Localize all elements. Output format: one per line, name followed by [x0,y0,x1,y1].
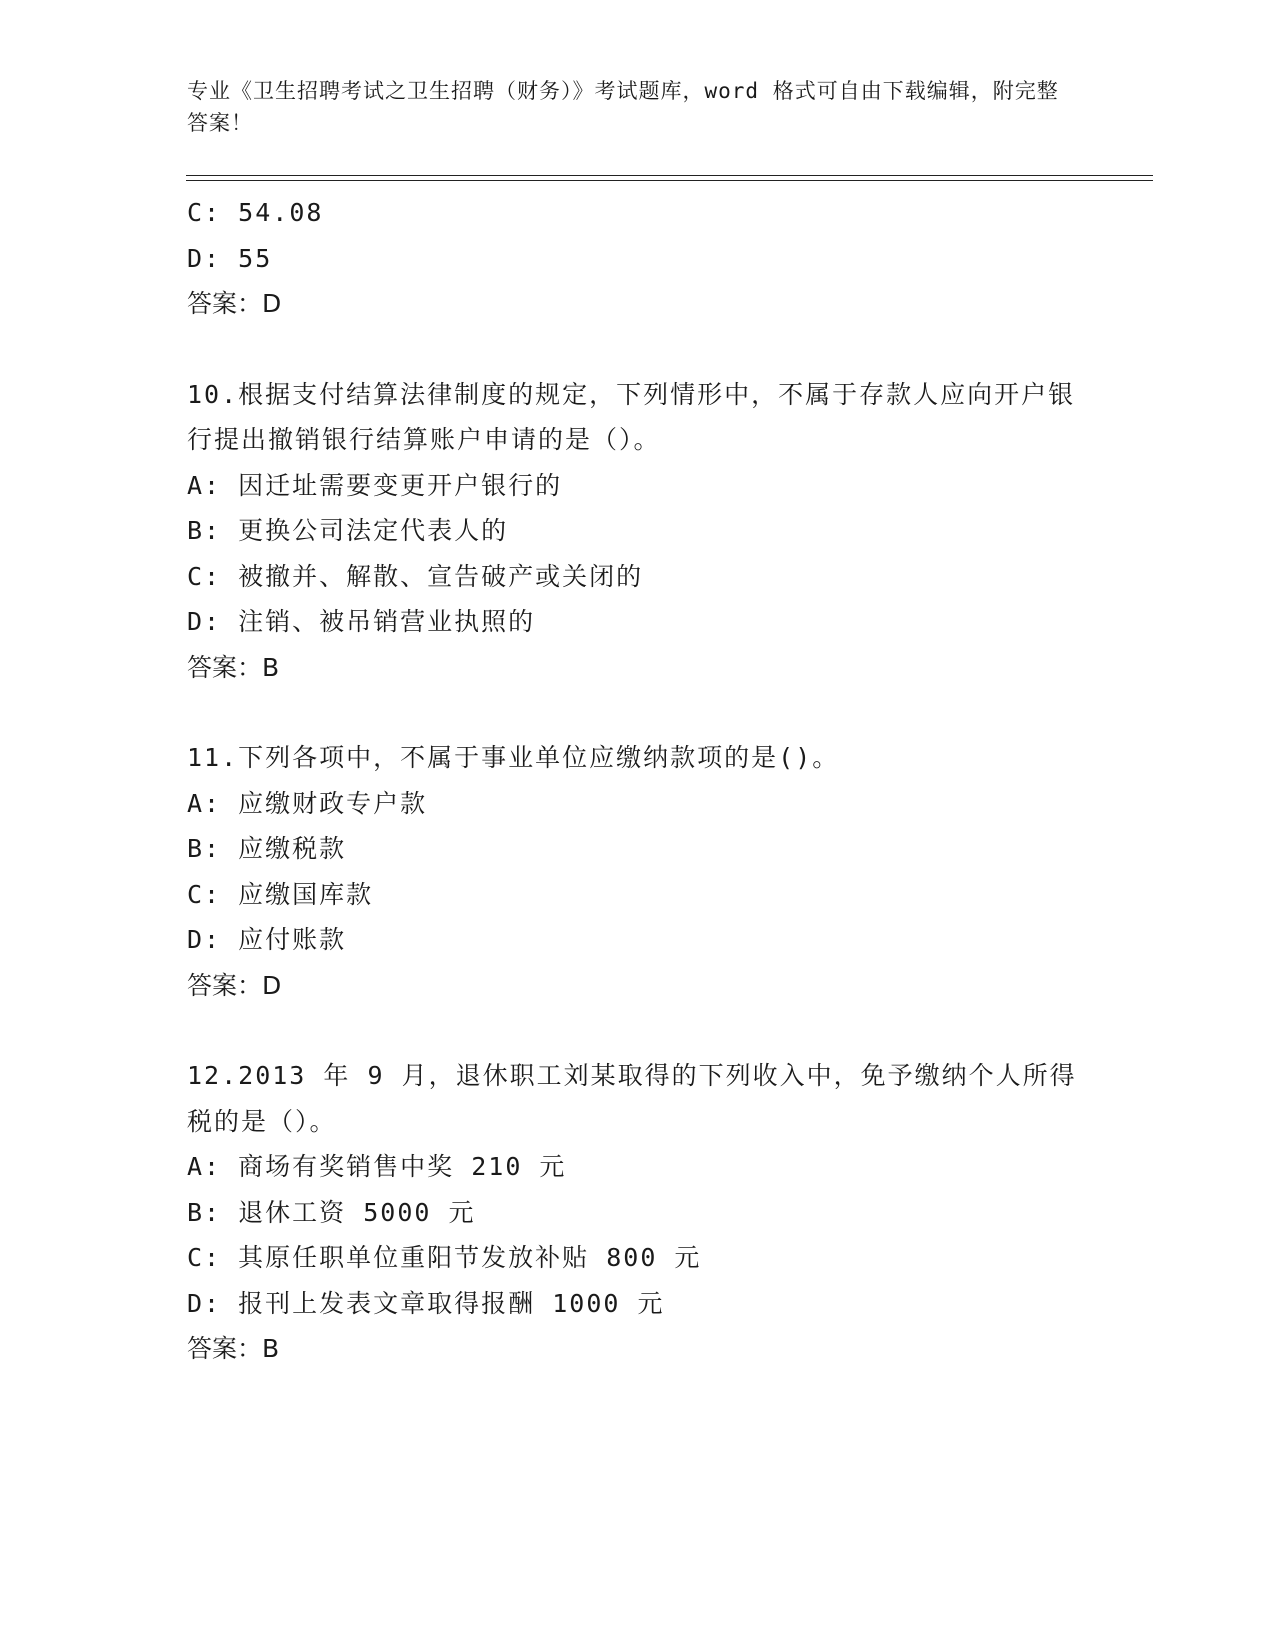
question-stem: 10.根据支付结算法律制度的规定，下列情形中，不属于存款人应向开户银行提出撤销银行结算账户申请的是（）。 [187,379,1076,454]
question-10 [187,372,1147,691]
option-text: 应付账款 [238,925,347,954]
answer: 答案：D [187,970,282,1000]
option-letter: C: [187,198,222,227]
option-b [187,508,1147,554]
question-11 [187,735,1147,1008]
option-a [187,1144,1147,1190]
option-letter: D: [187,925,222,954]
option-text: 商场有奖销售中奖 210 元 [238,1152,567,1181]
option-a [187,781,1147,827]
option-c [187,1235,1147,1281]
option-letter: D: [187,607,222,636]
option-text: 应缴税款 [238,834,347,863]
option-text: 54.08 [238,198,324,227]
answer: 答案：B [187,652,280,682]
question-list [187,190,1147,1372]
option-d [187,599,1147,645]
option-letter: C: [187,561,222,591]
option-d [187,236,1147,282]
option-text: 更换公司法定代表人的 [238,516,509,545]
option-text: 55 [238,243,273,273]
option-letter: D: [187,243,222,273]
option-text: 因迁址需要变更开户银行的 [238,470,563,500]
option-text: 应缴财政专户款 [238,788,428,818]
option-letter: A: [187,470,222,500]
option-letter: A: [187,788,222,818]
option-text: 被撤并、解散、宣告破产或关闭的 [238,561,644,591]
header-divider-secondary [186,180,1153,181]
option-a [187,463,1147,509]
option-d [187,1281,1147,1327]
question-stem: 11.下列各项中，不属于事业单位应缴纳款项的是()。 [187,743,840,772]
option-b [187,826,1147,872]
option-letter: C: [187,879,222,909]
option-c [187,554,1147,600]
document-header: 专业《卫生招聘考试之卫生招聘（财务）》考试题库，word 格式可自由下载编辑，附完整答案！ [187,79,1059,135]
option-letter: D: [187,1288,222,1318]
option-c [187,872,1147,918]
answer: 答案：D [187,289,282,318]
option-letter: B: [187,834,222,863]
option-text: 注销、被吊销营业执照的 [238,607,536,636]
answer: 答案：B [187,1334,280,1363]
option-letter: C: [187,1243,222,1272]
option-c [187,190,1147,236]
continued-question [187,190,1147,327]
option-b [187,1190,1147,1236]
option-letter: B: [187,516,222,545]
question-12 [187,1053,1147,1372]
option-letter: A: [187,1152,222,1181]
question-stem: 12.2013 年 9 月，退休职工刘某取得的下列收入中，免予缴纳个人所得税的是（）。 [187,1061,1077,1136]
option-d [187,917,1147,963]
option-text: 报刊上发表文章取得报酬 1000 元 [238,1288,665,1318]
option-text: 其原任职单位重阳节发放补贴 800 元 [238,1243,702,1272]
option-letter: B: [187,1197,222,1227]
option-text: 应缴国库款 [238,879,374,909]
header-divider [186,175,1153,176]
option-text: 退休工资 5000 元 [238,1197,476,1227]
